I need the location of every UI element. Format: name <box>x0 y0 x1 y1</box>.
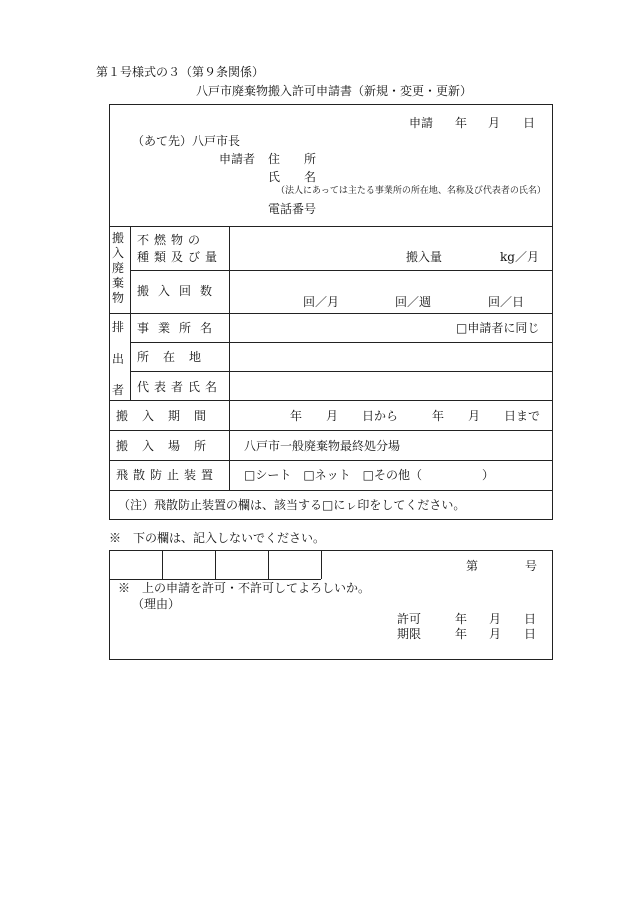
application-table <box>109 104 553 520</box>
name-label[interactable]: 氏 名 <box>268 170 317 184</box>
per-day[interactable]: 回／日 <box>488 295 525 309</box>
deadline-label: 期限 <box>397 627 422 641</box>
reason-label: （理由） <box>132 597 181 611</box>
place-value: 八戸市一般廃棄物最終処分場 <box>244 439 401 453</box>
period-from[interactable]: 年 月 日から <box>290 409 399 423</box>
phone-label[interactable]: 電話番号 <box>268 202 317 216</box>
deadline-year: 年 <box>455 627 468 641</box>
deadline-month: 月 <box>489 627 502 641</box>
apply-date-label: 申請 <box>409 116 434 130</box>
period-to[interactable]: 年 月 日まで <box>432 409 541 423</box>
apply-day-label: 日 <box>523 116 536 130</box>
number-suffix: 号 <box>525 559 538 573</box>
apply-month-label: 月 <box>488 116 501 130</box>
emitter-group-label-3: 者 <box>112 383 125 397</box>
permit-month: 月 <box>489 612 502 626</box>
note: （注）飛散防止装置の欄は、該当する□にㇾ印をしてください。 <box>118 498 466 512</box>
place-label: 搬入場所 <box>116 439 221 453</box>
per-month[interactable]: 回／月 <box>303 295 340 309</box>
corporate-note: （法人にあっては主たる事業所の所在地、名称及び代表者の氏名） <box>276 186 546 196</box>
deadline-day: 日 <box>524 627 537 641</box>
apply-year-label: 年 <box>455 116 468 130</box>
permit-day: 日 <box>524 612 537 626</box>
amount-unit: kg／月 <box>500 250 539 264</box>
address-label[interactable]: 住 所 <box>268 152 317 166</box>
form-title: 八戸市廃棄物搬入許可申請書（新規・変更・更新） <box>196 84 473 98</box>
permit-year: 年 <box>455 612 468 626</box>
same-as-applicant-checkbox[interactable]: □申請者に同じ <box>456 321 540 335</box>
emitter-group-label-2: 出 <box>112 352 125 366</box>
scatter-options[interactable]: □シート □ネット □その他（ ） <box>244 468 495 482</box>
permit-label: 許可 <box>397 612 422 626</box>
waste-type-label-2: 種類及び量 <box>137 250 223 264</box>
scatter-label: 飛散防止装置 <box>116 468 219 482</box>
office-note: ※ 下の欄は、記入しないでください。 <box>109 531 326 545</box>
amount-label[interactable]: 搬入量 <box>406 250 443 264</box>
form-id: 第１号様式の３（第９条関係） <box>96 65 265 79</box>
waste-group-label: 搬 入 廃 棄 物 <box>111 231 124 305</box>
addressee: （あて先）八戸市長 <box>132 134 241 148</box>
emitter-group-label-1: 排 <box>112 320 125 334</box>
period-label: 搬入期間 <box>116 409 221 423</box>
applicant-label: 申請者 <box>219 152 256 166</box>
frequency-label: 搬入回数 <box>137 284 222 298</box>
representative-label: 代表者氏名 <box>137 380 223 394</box>
waste-type-label-1: 不燃物の <box>137 233 206 247</box>
office-name-label: 事業所名 <box>137 321 222 335</box>
approval-question: ※ 上の申請を許可・不許可してよろしいか。 <box>118 581 371 595</box>
per-week[interactable]: 回／週 <box>395 295 432 309</box>
number-prefix: 第 <box>466 559 479 573</box>
location-label: 所在地 <box>137 350 216 364</box>
